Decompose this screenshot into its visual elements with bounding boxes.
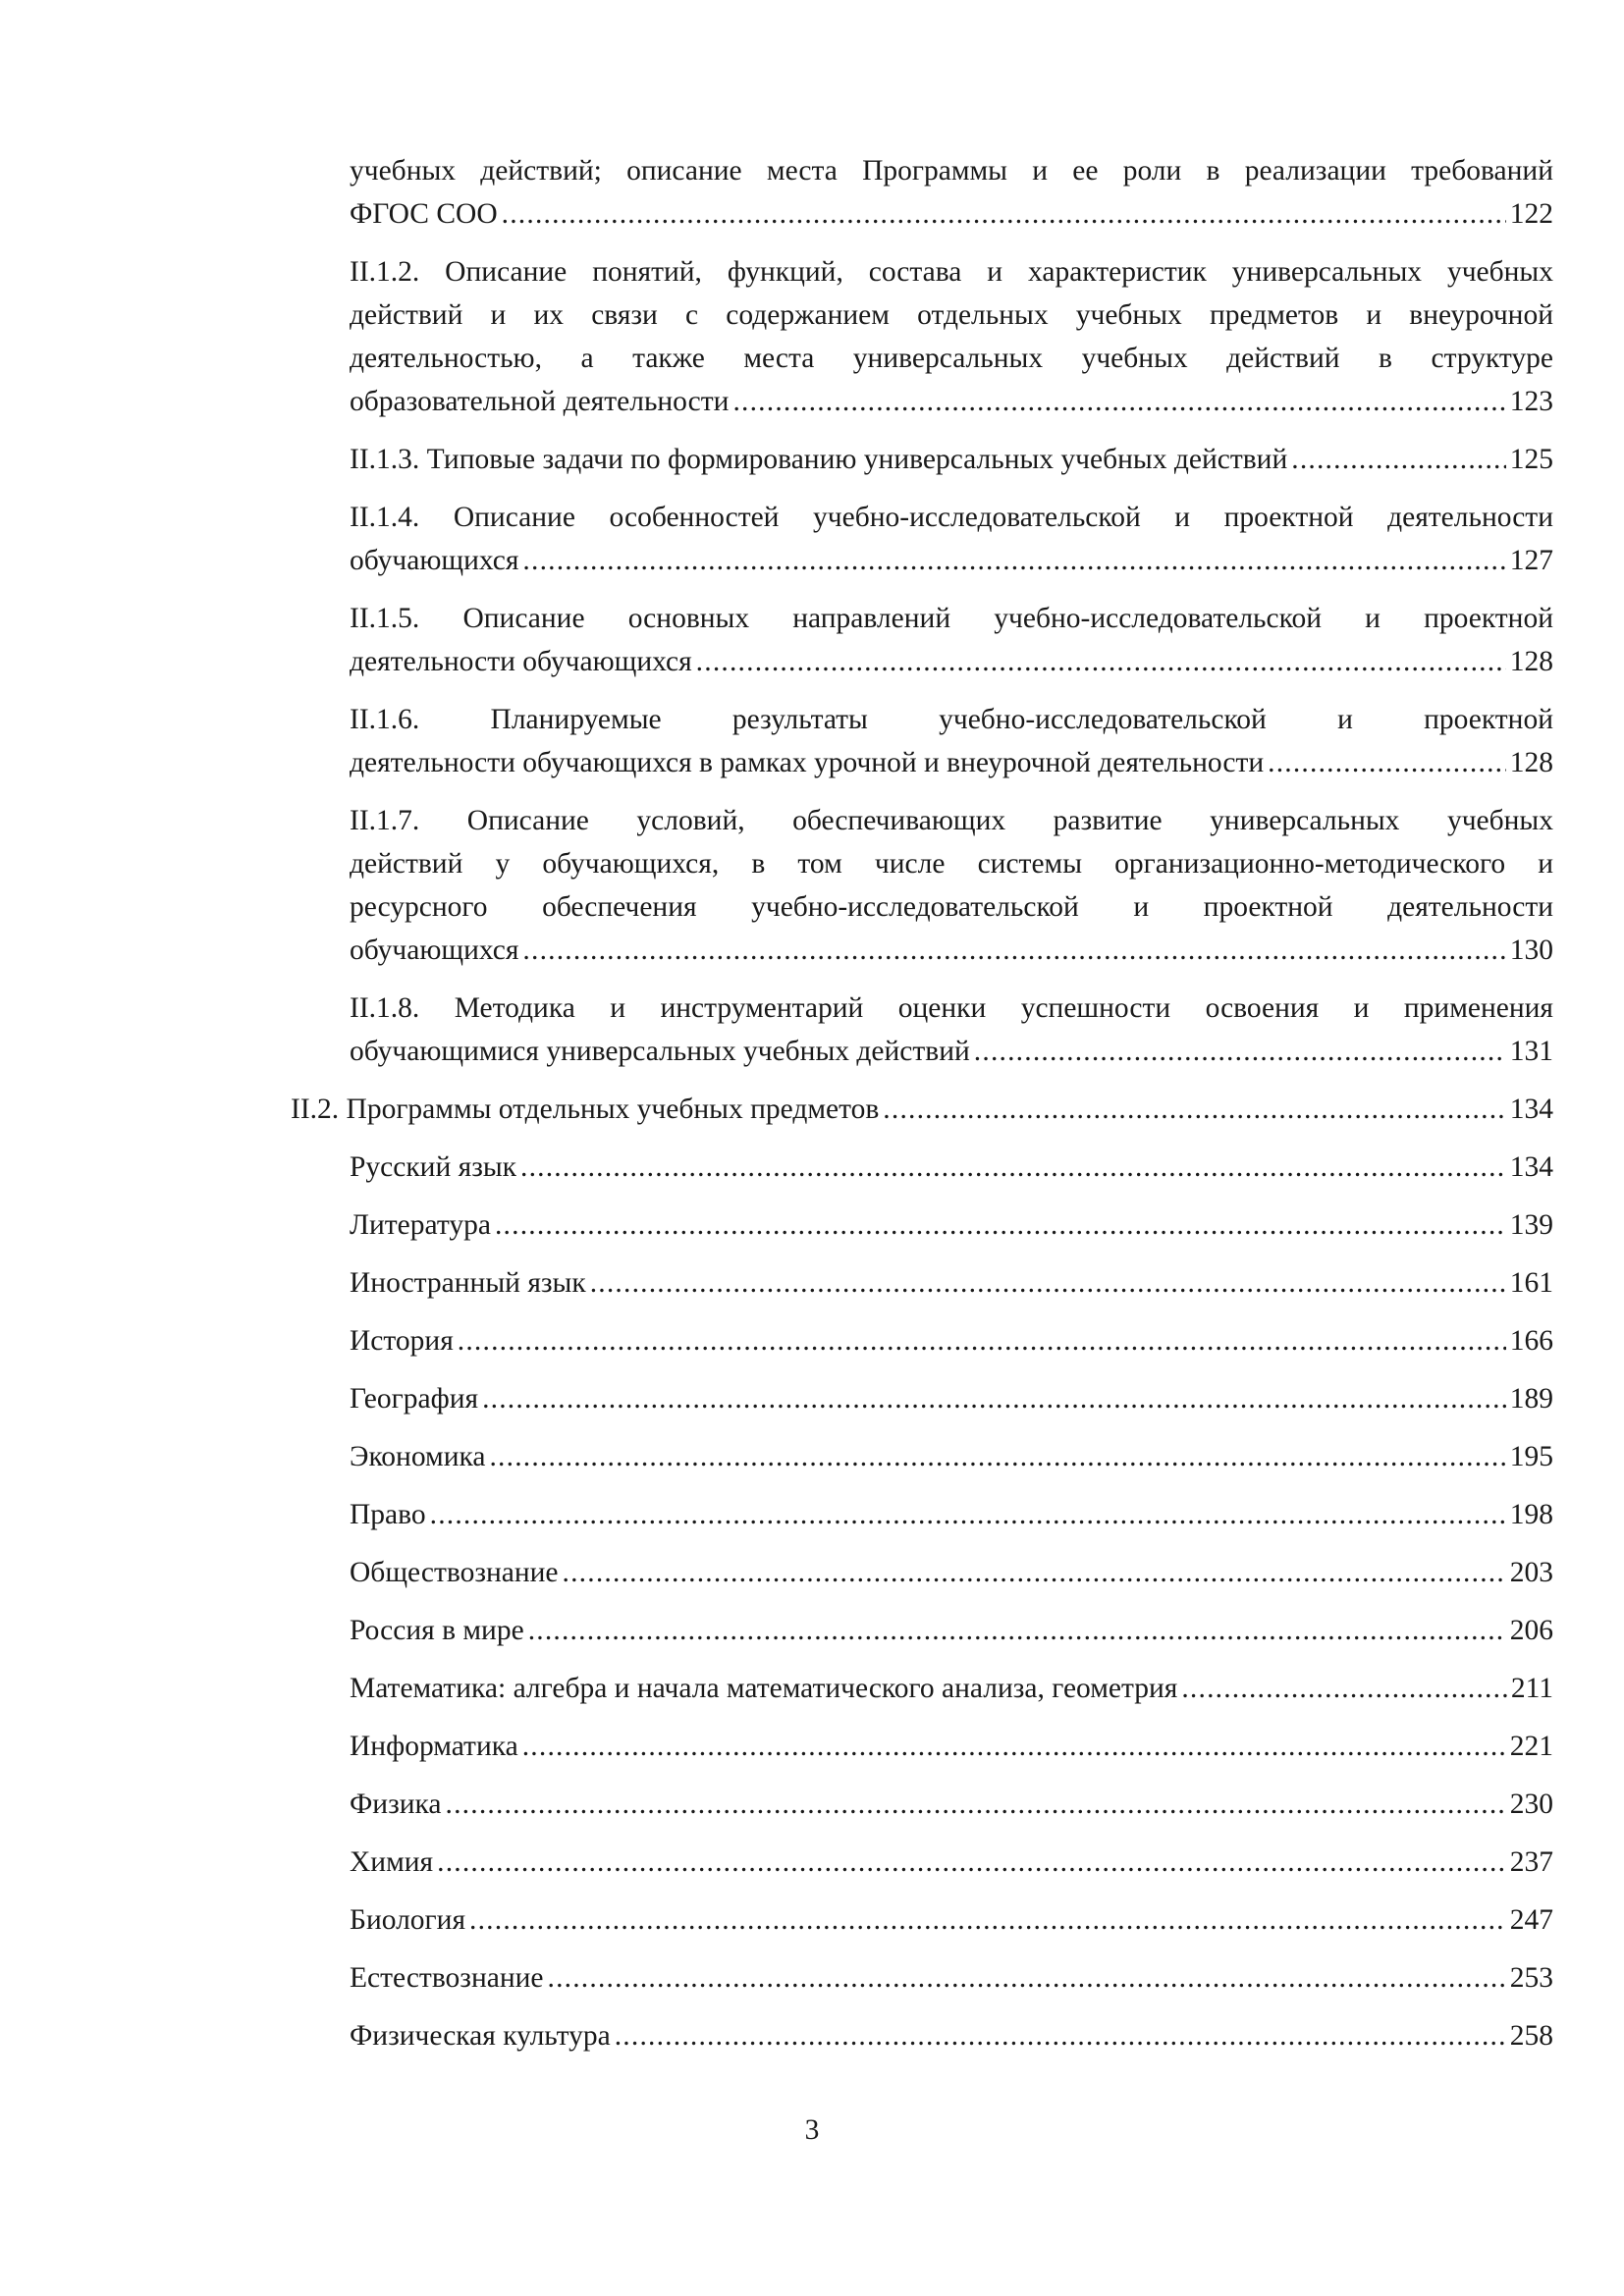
toc-page-number: 134 bbox=[1509, 1094, 1553, 1125]
toc-entry-line bbox=[350, 1261, 1553, 1305]
toc-entry bbox=[291, 597, 1553, 683]
toc-entry-line bbox=[350, 1725, 1553, 1768]
toc-page-number: 123 bbox=[1509, 386, 1553, 417]
toc-page-number: 125 bbox=[1509, 444, 1553, 475]
toc-entry bbox=[291, 438, 1553, 481]
toc-entry-text: Информатика bbox=[350, 1731, 518, 1762]
toc-entry-text-line: ресурсного обеспечения учебно-исследовательской и проектной деятельности bbox=[350, 891, 1553, 923]
toc-entry-last-line bbox=[350, 539, 1553, 582]
toc-entry-text: II.1.3. Типовые задачи по формированию универсальных учебных действий bbox=[350, 444, 1288, 475]
toc-page-number: 198 bbox=[1509, 1499, 1553, 1530]
dot-leader bbox=[469, 1898, 1506, 1942]
toc-entry bbox=[291, 698, 1553, 784]
dot-leader bbox=[458, 1319, 1506, 1362]
toc-entry-text-line: действий у обучающихся, в том числе системы организационно-методического и bbox=[350, 848, 1553, 880]
dot-leader bbox=[563, 1551, 1506, 1594]
toc-section-2-2 bbox=[291, 1088, 1553, 1131]
dot-leader bbox=[495, 1203, 1506, 1247]
toc-entry-line bbox=[350, 1319, 1553, 1362]
dot-leader bbox=[1291, 438, 1506, 481]
toc-entry-text: Обществознание bbox=[350, 1557, 559, 1588]
toc-entry-text: Экономика bbox=[350, 1441, 486, 1472]
dot-leader bbox=[437, 1841, 1506, 1884]
toc-page-number: 128 bbox=[1509, 747, 1553, 778]
dot-leader bbox=[883, 1088, 1505, 1131]
toc-entry-last-line bbox=[350, 1030, 1553, 1073]
toc-entry bbox=[291, 250, 1553, 423]
toc-subject-entry bbox=[291, 1841, 1553, 1884]
toc-entry-text: обучающихся bbox=[350, 545, 519, 576]
toc-entry-line bbox=[350, 1551, 1553, 1594]
dot-leader bbox=[482, 1377, 1506, 1420]
toc-subject-entry bbox=[291, 1261, 1553, 1305]
toc-entry-2-1-1-continued bbox=[291, 149, 1553, 236]
toc-entry-text: Физическая культура bbox=[350, 2020, 611, 2052]
table-of-contents bbox=[291, 149, 1553, 2072]
toc-page-number: 253 bbox=[1509, 1962, 1553, 1994]
toc-entry-text-line: II.1.4. Описание особенностей учебно-исследовательской и проектной деятельности bbox=[350, 502, 1553, 533]
toc-entry-last-line bbox=[350, 640, 1553, 683]
toc-entry-text: Математика: алгебра и начала математического анализа, геометрия bbox=[350, 1673, 1178, 1704]
toc-entry-text-line: II.1.7. Описание условий, обеспечивающих развитие универсальных учебных bbox=[350, 805, 1553, 836]
toc-subject-entry bbox=[291, 1551, 1553, 1594]
toc-entry-text: Биология bbox=[350, 1904, 466, 1936]
dot-leader bbox=[615, 2014, 1506, 2057]
toc-page-number: 127 bbox=[1509, 545, 1553, 576]
toc-page-number: 189 bbox=[1509, 1383, 1553, 1415]
toc-subject-entry bbox=[291, 1898, 1553, 1942]
dot-leader bbox=[528, 1609, 1506, 1652]
toc-entry-line bbox=[350, 1377, 1553, 1420]
dot-leader bbox=[446, 1783, 1506, 1826]
toc-page-number: 247 bbox=[1509, 1904, 1553, 1936]
toc-entry-line bbox=[350, 1435, 1553, 1478]
page-number: 3 bbox=[804, 2114, 820, 2146]
toc-entry-text: Право bbox=[350, 1499, 426, 1530]
toc-entry-line bbox=[350, 1956, 1553, 2000]
dot-leader bbox=[1268, 741, 1506, 784]
toc-subject-entry bbox=[291, 1609, 1553, 1652]
toc-page-number: 166 bbox=[1509, 1325, 1553, 1357]
toc-subject-entry bbox=[291, 1956, 1553, 2000]
toc-entry-text-line: II.1.6. Планируемые результаты учебно-исследовательской и проектной bbox=[350, 704, 1553, 735]
dot-leader bbox=[520, 1146, 1506, 1189]
toc-subject-entry bbox=[291, 1493, 1553, 1536]
toc-subject-entry bbox=[291, 1146, 1553, 1189]
toc-page-number: 221 bbox=[1509, 1731, 1553, 1762]
toc-entry bbox=[291, 496, 1553, 582]
toc-page-number: 230 bbox=[1509, 1789, 1553, 1820]
toc-entry-line bbox=[291, 1088, 1553, 1131]
dot-leader bbox=[489, 1435, 1505, 1478]
toc-entry-last-line bbox=[350, 380, 1553, 423]
dot-leader bbox=[1181, 1667, 1506, 1710]
toc-entry-text: ФГОС СОО bbox=[350, 198, 498, 230]
toc-entry-text: Россия в мире bbox=[350, 1615, 524, 1646]
toc-entry-text: II.2. Программы отдельных учебных предметов bbox=[291, 1094, 880, 1125]
dot-leader bbox=[590, 1261, 1506, 1305]
toc-entry-line bbox=[350, 1841, 1553, 1884]
toc-subject-entry bbox=[291, 1203, 1553, 1247]
toc-page-number: 131 bbox=[1509, 1036, 1553, 1067]
toc-page-number: 134 bbox=[1509, 1151, 1553, 1183]
dot-leader bbox=[522, 1725, 1506, 1768]
toc-page-number: 203 bbox=[1509, 1557, 1553, 1588]
toc-page-number: 237 bbox=[1509, 1846, 1553, 1878]
toc-page-number: 206 bbox=[1509, 1615, 1553, 1646]
toc-subject-entry bbox=[291, 1783, 1553, 1826]
toc-entry bbox=[291, 799, 1553, 972]
toc-entry-text: образовательной деятельности bbox=[350, 386, 730, 417]
toc-entry-line bbox=[350, 1783, 1553, 1826]
toc-page-number: 139 bbox=[1509, 1209, 1553, 1241]
dot-leader bbox=[502, 192, 1506, 236]
toc-entry-text: Иностранный язык bbox=[350, 1267, 586, 1299]
toc-entry bbox=[291, 987, 1553, 1073]
toc-entry-text: обучающихся bbox=[350, 934, 519, 966]
toc-entry-line bbox=[350, 1493, 1553, 1536]
toc-entry-text: Физика bbox=[350, 1789, 442, 1820]
toc-page-number: 161 bbox=[1509, 1267, 1553, 1299]
toc-subject-entry bbox=[291, 2014, 1553, 2057]
toc-subject-entry bbox=[291, 1435, 1553, 1478]
toc-entry-text: Химия bbox=[350, 1846, 434, 1878]
toc-entry-line bbox=[350, 1667, 1553, 1710]
toc-entry-line bbox=[350, 2014, 1553, 2057]
toc-entry-last-line bbox=[350, 929, 1553, 972]
toc-entry-line bbox=[350, 1203, 1553, 1247]
toc-page-number: 128 bbox=[1509, 646, 1553, 677]
toc-entry-text: деятельности обучающихся в рамках урочной и внеурочной деятельности bbox=[350, 747, 1265, 778]
toc-entry-text: Русский язык bbox=[350, 1151, 516, 1183]
toc-entry-line bbox=[350, 1609, 1553, 1652]
toc-entry-last-line bbox=[350, 741, 1553, 784]
toc-entry-last-line bbox=[350, 192, 1553, 236]
toc-subject-entry bbox=[291, 1667, 1553, 1710]
toc-entry-line bbox=[350, 1898, 1553, 1942]
toc-subject-entry bbox=[291, 1319, 1553, 1362]
dot-leader bbox=[548, 1956, 1506, 2000]
toc-entry-text: География bbox=[350, 1383, 479, 1415]
toc-entry-text: Естествознание bbox=[350, 1962, 544, 1994]
toc-entry-text-line: II.1.8. Методика и инструментарий оценки успешности освоения и применения bbox=[350, 992, 1553, 1024]
dot-leader bbox=[522, 929, 1505, 972]
toc-page-number: 122 bbox=[1509, 198, 1553, 230]
toc-page-number: 195 bbox=[1509, 1441, 1553, 1472]
toc-entry-text: Литература bbox=[350, 1209, 491, 1241]
toc-entry-text: обучающимися универсальных учебных действий bbox=[350, 1036, 970, 1067]
toc-entry-text: История bbox=[350, 1325, 454, 1357]
dot-leader bbox=[696, 640, 1506, 683]
dot-leader bbox=[732, 380, 1505, 423]
dot-leader bbox=[522, 539, 1505, 582]
toc-page-number: 130 bbox=[1509, 934, 1553, 966]
toc-entry-text-line: II.1.5. Описание основных направлений учебно-исследовательской и проектной bbox=[350, 603, 1553, 634]
dot-leader bbox=[430, 1493, 1506, 1536]
toc-entry-text: деятельности обучающихся bbox=[350, 646, 692, 677]
toc-entry-line bbox=[350, 1146, 1553, 1189]
toc-page-number: 211 bbox=[1510, 1673, 1553, 1704]
toc-subject-entry bbox=[291, 1725, 1553, 1768]
toc-entry-text-line: деятельностью, а также места универсальных учебных действий в структуре bbox=[350, 343, 1553, 374]
dot-leader bbox=[974, 1030, 1506, 1073]
toc-entry-text-line: II.1.2. Описание понятий, функций, состава и характеристик универсальных учебных bbox=[350, 256, 1553, 288]
toc-subject-entry bbox=[291, 1377, 1553, 1420]
toc-page-number: 258 bbox=[1509, 2020, 1553, 2052]
toc-entry-text-line: действий и их связи с содержанием отдельных учебных предметов и внеурочной bbox=[350, 299, 1553, 331]
toc-entry-last-line bbox=[350, 438, 1553, 481]
toc-entry-text-line: учебных действий; описание места Программы и ее роли в реализации требований bbox=[350, 155, 1553, 187]
